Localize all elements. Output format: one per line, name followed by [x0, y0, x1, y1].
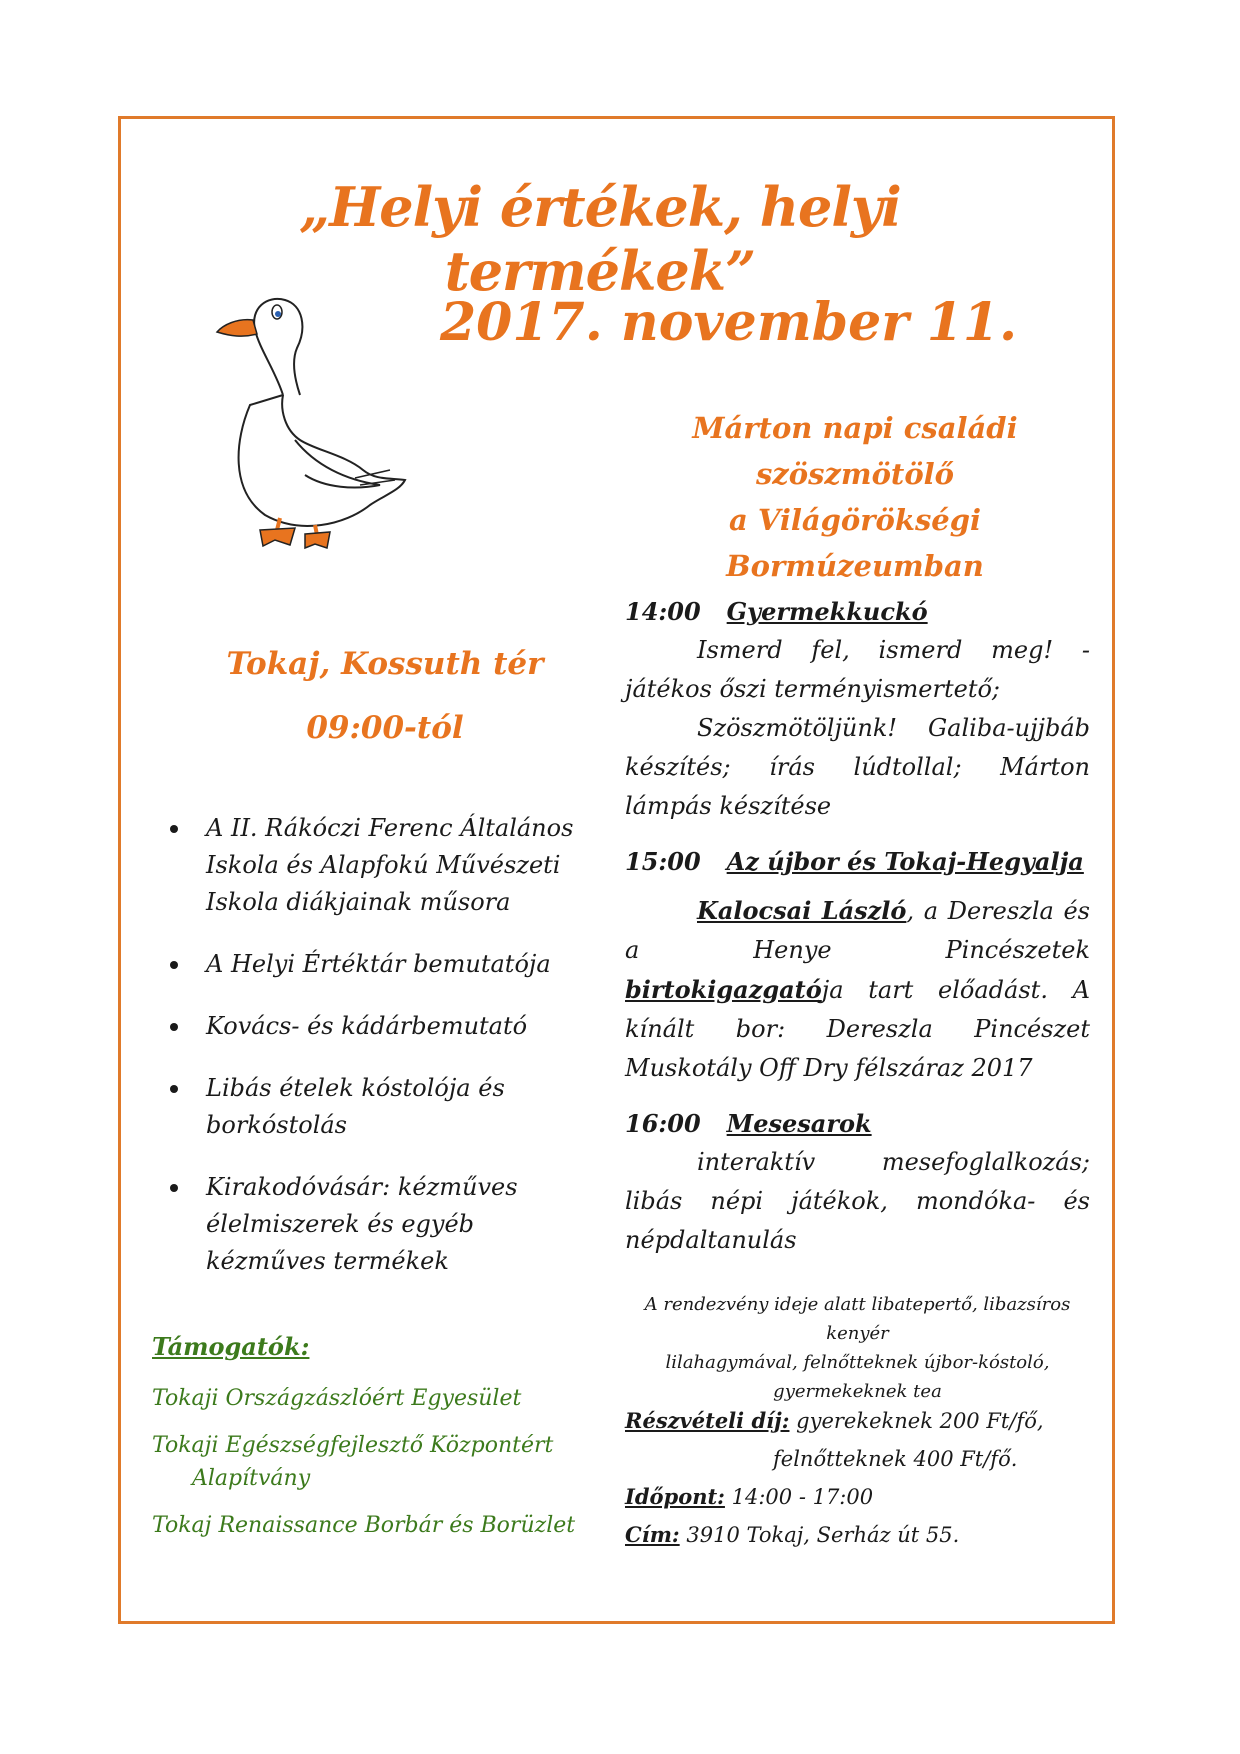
time-value: 14:00 - 17:00: [731, 1485, 874, 1509]
venue-time: 09:00-tól: [306, 710, 464, 746]
slot-description: Szöszmötöljünk! Galiba-ujjbáb készítés; írás lúdtollal; Márton lámpás készítése: [625, 714, 1090, 820]
address-value: 3910 Tokaj, Serház út 55.: [686, 1523, 960, 1547]
slot-time: 16:00: [625, 1109, 701, 1138]
fee-row: [625, 1402, 1095, 1440]
list-item: Kirakodóvásár: kézműves élelmiszerek és egyéb kézműves termékek: [170, 1169, 590, 1280]
time-row: [625, 1478, 1095, 1516]
slot-name: Mesesarok: [726, 1109, 872, 1138]
program-slot-heading: [625, 842, 1090, 881]
bullet-icon: [170, 1085, 178, 1093]
slot-description: interaktív mesefoglalkozás; libás népi játékok, mondóka- és népdaltanulás: [625, 1148, 1090, 1254]
list-item: Libás ételek kóstolója és borkóstolás: [170, 1070, 590, 1144]
fee-adults: felnőtteknek 400 Ft/fő.: [773, 1447, 1018, 1471]
venue-block: [205, 632, 565, 760]
sponsors-title: Támogatók:: [152, 1332, 310, 1361]
bullet-icon: [170, 825, 178, 833]
event-title: „Helyi értékek, helyi termékek”: [299, 175, 901, 303]
address-row: [625, 1516, 1095, 1554]
list-item: A II. Rákóczi Ferenc Általános Iskola és Alapfokú Művészeti Iskola diákjainak műsora: [170, 810, 590, 921]
program-slot-heading: [625, 1104, 1090, 1143]
list-item: Kovács- és kádárbemutató: [170, 1008, 590, 1045]
fee-children: gyerekeknek 200 Ft/fő,: [796, 1409, 1044, 1433]
slot-time: 14:00: [625, 597, 701, 626]
subtitle-line: a Világörökségi Bormúzeumban: [726, 503, 984, 583]
slot-description: Kalocsai László, a Dereszla és a Henye Pincészetek birtokigazgatója tart előadást. A kínált bor: Dereszla Pincészet Muskotály Off Dry félszáraz 2017: [625, 896, 1090, 1082]
speaker-name: Kalocsai László: [697, 896, 907, 925]
subtitle-line: Márton napi családi: [692, 411, 1018, 445]
sponsor-item: Tokaji Országzászlóért Egyesület: [152, 1386, 522, 1411]
catering-note: A rendezvény ideje alatt libatepertő, libazsíros kenyér lilahagymával, felnőtteknek újbor-kóstoló, gyermekeknek tea: [644, 1294, 1071, 1402]
event-info: [625, 1402, 1095, 1554]
slot-description: Ismerd fel, ismerd meg! - játékos őszi terményismertető;: [625, 636, 1090, 703]
bullet-icon: [170, 1023, 178, 1031]
event-subtitle: [610, 405, 1100, 589]
venue-place: Tokaj, Kossuth tér: [226, 646, 544, 682]
sponsor-item: Tokaj Renaissance Borbár és Borüzlet: [152, 1513, 576, 1538]
address-label: Cím:: [625, 1522, 680, 1547]
list-item: A Helyi Értéktár bemutatója: [170, 946, 590, 983]
slot-name: Az újbor és Tokaj-Hegyalja: [726, 847, 1084, 876]
goose-icon: [205, 290, 415, 550]
bullet-icon: [170, 1184, 178, 1192]
slot-name: Gyermekkuckó: [726, 597, 928, 626]
activity-list: [170, 810, 590, 1305]
time-label: Időpont:: [625, 1484, 725, 1509]
subtitle-line: szöszmötölő: [755, 457, 955, 491]
slot-time: 15:00: [625, 847, 701, 876]
bullet-icon: [170, 961, 178, 969]
sponsor-item: Tokaji Egészségfejlesztő Központért Alapítvány: [152, 1433, 554, 1491]
event-date: 2017. november 11.: [440, 292, 1018, 353]
program-slot-heading: [625, 592, 1090, 631]
fee-label: Részvételi díj:: [625, 1408, 790, 1433]
sponsor-list: [152, 1382, 582, 1556]
program-schedule: [625, 580, 1090, 1260]
speaker-role: birtokigazgató: [625, 975, 822, 1004]
